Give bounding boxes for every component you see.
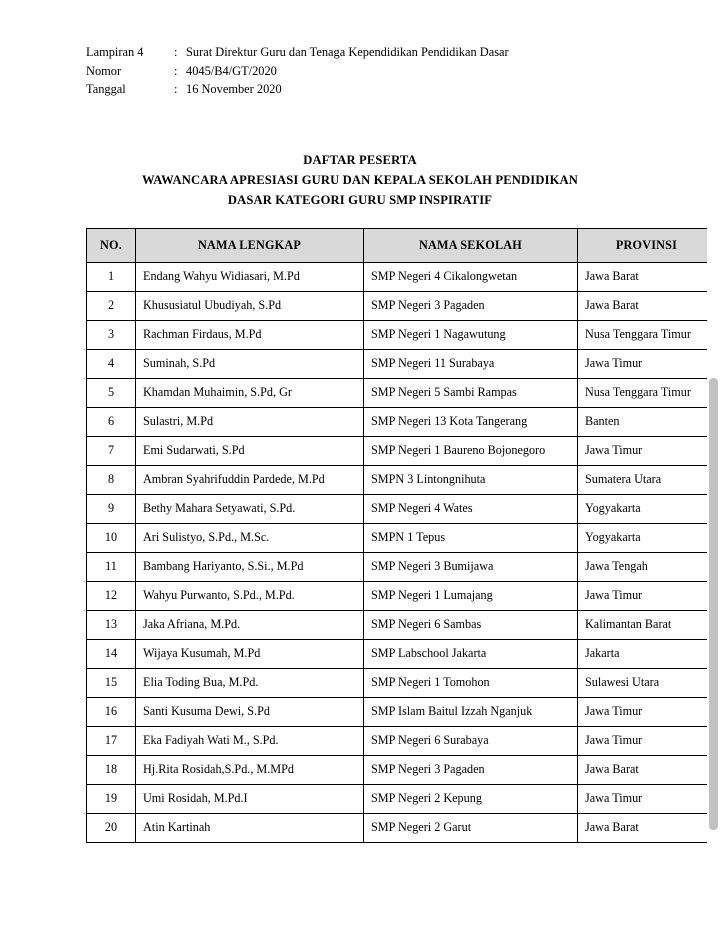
cell-provinsi: Jawa Timur xyxy=(578,785,716,814)
participants-table-wrapper xyxy=(86,228,691,843)
letterhead-separator-nomor: : xyxy=(174,63,178,78)
cell-nama-lengkap: Rachman Firdaus, M.Pd xyxy=(136,321,364,350)
cell-nama-sekolah: SMP Negeri 1 Nagawutung xyxy=(364,321,578,350)
cell-no: 8 xyxy=(87,466,136,495)
page-title xyxy=(0,150,720,210)
table-row xyxy=(87,263,716,292)
cell-no: 7 xyxy=(87,437,136,466)
table-body xyxy=(87,263,716,843)
title-line-2: WAWANCARA APRESIASI GURU DAN KEPALA SEKOLAH PENDIDIKAN xyxy=(141,173,579,187)
cell-nama-sekolah: SMPN 3 Lintongnihuta xyxy=(364,466,578,495)
cell-provinsi: Jawa Barat xyxy=(578,814,716,843)
cell-nama-lengkap: Emi Sudarwati, S.Pd xyxy=(136,437,364,466)
table-row xyxy=(87,756,716,785)
cell-provinsi: Jawa Timur xyxy=(578,727,716,756)
table-row xyxy=(87,640,716,669)
cell-nama-sekolah: SMP Negeri 1 Baureno Bojonegoro xyxy=(364,437,578,466)
table-row xyxy=(87,582,716,611)
table-row xyxy=(87,611,716,640)
cell-provinsi: Sulawesi Utara xyxy=(578,669,716,698)
table-row xyxy=(87,727,716,756)
letterhead-value-lampiran: Surat Direktur Guru dan Tenaga Kependidikan Pendidikan Dasar xyxy=(186,45,509,59)
cell-nama-lengkap: Ari Sulistyo, S.Pd., M.Sc. xyxy=(136,524,364,553)
cell-provinsi: Nusa Tenggara Timur xyxy=(578,321,716,350)
table-row xyxy=(87,437,716,466)
cell-nama-lengkap: Santi Kusuma Dewi, S.Pd xyxy=(136,698,364,727)
cell-provinsi: Jawa Tengah xyxy=(578,553,716,582)
cell-nama-sekolah: SMP Negeri 2 Kepung xyxy=(364,785,578,814)
cell-nama-sekolah: SMP Negeri 6 Sambas xyxy=(364,611,578,640)
cell-provinsi: Banten xyxy=(578,408,716,437)
cell-no: 18 xyxy=(87,756,136,785)
cell-nama-sekolah: SMP Negeri 6 Surabaya xyxy=(364,727,578,756)
cell-nama-lengkap: Jaka Afriana, M.Pd. xyxy=(136,611,364,640)
cell-nama-sekolah: SMP Labschool Jakarta xyxy=(364,640,578,669)
cell-no: 9 xyxy=(87,495,136,524)
cell-no: 6 xyxy=(87,408,136,437)
column-header-provinsi: PROVINSI xyxy=(578,229,716,263)
cell-nama-lengkap: Umi Rosidah, M.Pd.I xyxy=(136,785,364,814)
table-row xyxy=(87,466,716,495)
cell-nama-lengkap: Endang Wahyu Widiasari, M.Pd xyxy=(136,263,364,292)
cell-nama-sekolah: SMP Negeri 13 Kota Tangerang xyxy=(364,408,578,437)
cell-no: 2 xyxy=(87,292,136,321)
cell-nama-sekolah: SMP Negeri 1 Lumajang xyxy=(364,582,578,611)
table-row xyxy=(87,292,716,321)
cell-provinsi: Jawa Barat xyxy=(578,263,716,292)
cell-provinsi: Yogyakarta xyxy=(578,495,716,524)
vertical-scrollbar-track[interactable] xyxy=(707,0,720,944)
column-header-no: NO. xyxy=(87,229,136,263)
cell-nama-lengkap: Wahyu Purwanto, S.Pd., M.Pd. xyxy=(136,582,364,611)
cell-no: 17 xyxy=(87,727,136,756)
cell-provinsi: Jawa Barat xyxy=(578,292,716,321)
letterhead-separator-tanggal: : xyxy=(174,82,178,96)
cell-nama-lengkap: Ambran Syahrifuddin Pardede, M.Pd xyxy=(136,466,364,495)
table-row xyxy=(87,408,716,437)
table-row xyxy=(87,350,716,379)
cell-nama-sekolah: SMP Negeri 3 Bumijawa xyxy=(364,553,578,582)
cell-no: 12 xyxy=(87,582,136,611)
cell-no: 14 xyxy=(87,640,136,669)
cell-provinsi: Jakarta xyxy=(578,640,716,669)
table-row xyxy=(87,785,716,814)
table-header xyxy=(87,229,716,263)
cell-no: 13 xyxy=(87,611,136,640)
letterhead-value-tanggal: 16 November 2020 xyxy=(186,82,282,96)
cell-no: 19 xyxy=(87,785,136,814)
table-row xyxy=(87,669,716,698)
cell-nama-sekolah: SMP Negeri 4 Wates xyxy=(364,495,578,524)
letterhead-separator-lampiran: : xyxy=(174,45,178,59)
cell-nama-sekolah: SMP Negeri 2 Garut xyxy=(364,814,578,843)
letterhead-row-lampiran xyxy=(86,43,509,62)
cell-nama-lengkap: Elia Toding Bua, M.Pd. xyxy=(136,669,364,698)
letterhead-row-nomor xyxy=(86,62,509,81)
vertical-scrollbar-thumb[interactable] xyxy=(709,378,718,830)
cell-no: 1 xyxy=(87,263,136,292)
title-line-1: DAFTAR PESERTA xyxy=(303,153,417,167)
cell-nama-sekolah: SMP Negeri 4 Cikalongwetan xyxy=(364,263,578,292)
cell-nama-sekolah: SMP Negeri 11 Surabaya xyxy=(364,350,578,379)
title-line-3: DASAR KATEGORI GURU SMP INSPIRATIF xyxy=(227,193,493,207)
cell-nama-lengkap: Bethy Mahara Setyawati, S.Pd. xyxy=(136,495,364,524)
letterhead-row-tanggal xyxy=(86,80,509,99)
cell-no: 10 xyxy=(87,524,136,553)
cell-provinsi: Jawa Timur xyxy=(578,350,716,379)
table-row xyxy=(87,553,716,582)
cell-no: 16 xyxy=(87,698,136,727)
cell-provinsi: Jawa Timur xyxy=(578,698,716,727)
cell-no: 15 xyxy=(87,669,136,698)
cell-nama-lengkap: Eka Fadiyah Wati M., S.Pd. xyxy=(136,727,364,756)
cell-nama-sekolah: SMP Negeri 1 Tomohon xyxy=(364,669,578,698)
cell-provinsi: Sumatera Utara xyxy=(578,466,716,495)
cell-provinsi: Kalimantan Barat xyxy=(578,611,716,640)
cell-nama-lengkap: Suminah, S.Pd xyxy=(136,350,364,379)
cell-no: 5 xyxy=(87,379,136,408)
cell-nama-lengkap: Khususiatul Ubudiyah, S.Pd xyxy=(136,292,364,321)
cell-nama-lengkap: Sulastri, M.Pd xyxy=(136,408,364,437)
cell-nama-lengkap: Khamdan Muhaimin, S.Pd, Gr xyxy=(136,379,364,408)
participants-table xyxy=(86,228,716,843)
cell-nama-sekolah: SMP Islam Baitul Izzah Nganjuk xyxy=(364,698,578,727)
letterhead-value-nomor: 4045/B4/GT/2020 xyxy=(186,63,277,78)
cell-provinsi: Nusa Tenggara Timur xyxy=(578,379,716,408)
letterhead-label-nomor: Nomor xyxy=(86,63,122,78)
letterhead-label-lampiran: Lampiran 4 xyxy=(86,45,144,59)
table-header-row xyxy=(87,229,716,263)
column-header-nama: NAMA LENGKAP xyxy=(136,229,364,263)
cell-nama-lengkap: Atin Kartinah xyxy=(136,814,364,843)
cell-nama-sekolah: SMP Negeri 3 Pagaden xyxy=(364,292,578,321)
column-header-sekolah: NAMA SEKOLAH xyxy=(364,229,578,263)
cell-nama-sekolah: SMP Negeri 3 Pagaden xyxy=(364,756,578,785)
cell-provinsi: Jawa Barat xyxy=(578,756,716,785)
table-row xyxy=(87,495,716,524)
cell-nama-sekolah: SMP Negeri 5 Sambi Rampas xyxy=(364,379,578,408)
cell-provinsi: Jawa Timur xyxy=(578,582,716,611)
cell-provinsi: Jawa Timur xyxy=(578,437,716,466)
cell-no: 11 xyxy=(87,553,136,582)
letterhead-label-tanggal: Tanggal xyxy=(86,82,126,96)
letterhead xyxy=(86,43,509,99)
table-row xyxy=(87,379,716,408)
table-row xyxy=(87,321,716,350)
table-row xyxy=(87,524,716,553)
cell-nama-lengkap: Bambang Hariyanto, S.Si., M.Pd xyxy=(136,553,364,582)
cell-nama-lengkap: Hj.Rita Rosidah,S.Pd., M.MPd xyxy=(136,756,364,785)
cell-no: 3 xyxy=(87,321,136,350)
cell-provinsi: Yogyakarta xyxy=(578,524,716,553)
cell-nama-sekolah: SMPN 1 Tepus xyxy=(364,524,578,553)
table-row xyxy=(87,814,716,843)
cell-nama-lengkap: Wijaya Kusumah, M.Pd xyxy=(136,640,364,669)
table-row xyxy=(87,698,716,727)
cell-no: 20 xyxy=(87,814,136,843)
cell-no: 4 xyxy=(87,350,136,379)
